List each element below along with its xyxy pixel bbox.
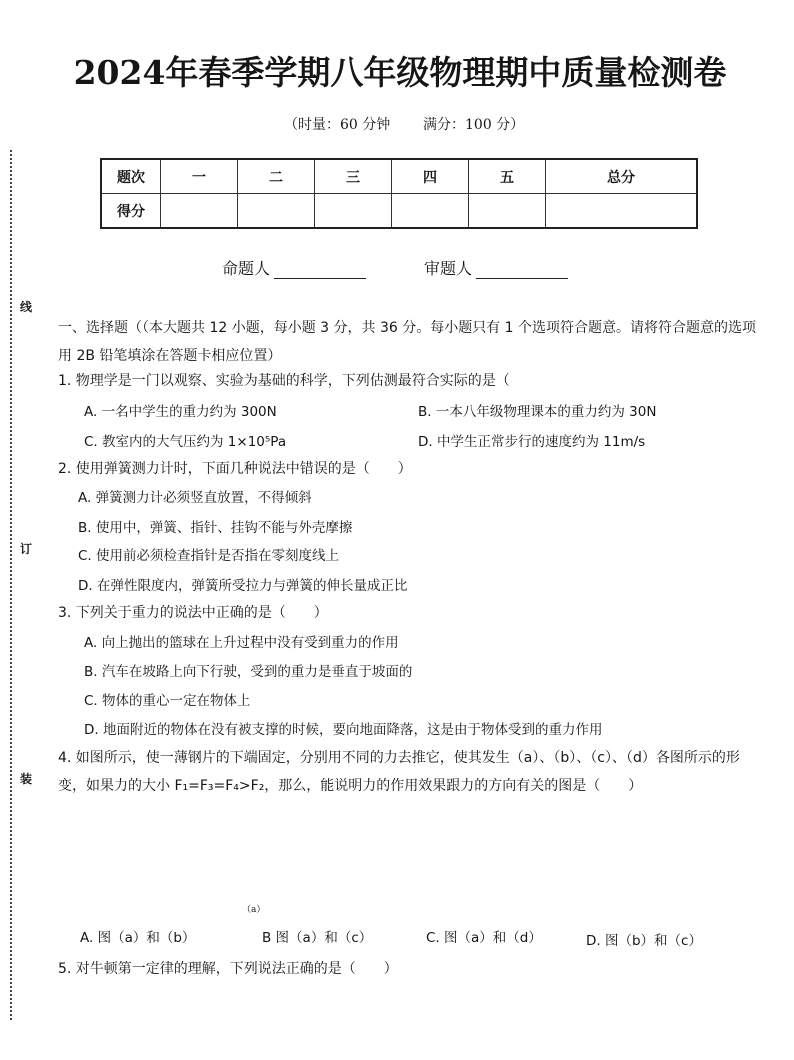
question-4-option-a[interactable]: A. 图（a）和（b） [80,930,196,946]
score-cell[interactable] [392,194,469,229]
score-header-cell: 二 [238,159,315,194]
question-3-stem: 3. 下列关于重力的说法中正确的是（ ） [58,605,328,621]
question-3-option-b[interactable]: B. 汽车在坡路上向下行驶，受到的重力是垂直于坡面的 [84,664,413,680]
author-label: 命题人 [222,259,271,278]
binding-mark-line: 线 [20,300,33,314]
author-signer [222,256,366,279]
score-cell[interactable] [315,194,392,229]
score-table [100,158,698,229]
question-1-option-b[interactable]: B. 一本八年级物理课本的重力约为 30N [418,404,657,420]
score-cell[interactable] [469,194,546,229]
exam-full-score: 满分：100 分） [423,117,525,133]
score-header-cell: 四 [392,159,469,194]
question-4-option-b[interactable]: B 图（a）和（c） [262,930,373,946]
exam-time: （时量：60 分钟 [284,117,391,133]
score-cell[interactable] [238,194,315,229]
author-blank[interactable] [274,262,366,279]
reviewer-signer [424,256,568,279]
score-table-header-row [101,159,697,194]
question-3-option-d[interactable]: D. 地面附近的物体在没有被支撑的时候，要向地面降落，这是由于物体受到的重力作用 [84,722,603,738]
question-1-option-a[interactable]: A. 一名中学生的重力约为 300N [84,404,277,420]
binding-mark-bind: 订 [20,542,33,556]
question-3-option-c[interactable]: C. 物体的重心一定在物体上 [84,693,251,709]
exam-title: 2024年春季学期八年级物理期中质量检测卷 [73,53,727,92]
question-2-option-a[interactable]: A. 弹簧测力计必须竖直放置，不得倾斜 [78,490,312,506]
question-5-stem: 5. 对牛顿第一定律的理解，下列说法正确的是（ ） [58,961,398,977]
question-4-option-c[interactable]: C. 图（a）和（d） [426,930,542,946]
question-4-stem: 4. 如图所示，使一薄钢片的下端固定，分别用不同的力去推它，使其发生（a）、（b）、（c）、（d）各图所示的形变，如果力的大小 F₁=F₃=F₄>F₂，那么，能说明力的作用效果跟力的方向有关的图是（ ） [58,750,740,794]
score-header-cell: 三 [315,159,392,194]
question-2-option-d[interactable]: D. 在弹性限度内，弹簧所受拉力与弹簧的伸长量成正比 [78,578,408,594]
score-cell[interactable] [161,194,238,229]
question-2-option-c[interactable]: C. 使用前必须检查指针是否指在零刻度线上 [78,548,340,564]
question-1-option-d[interactable]: D. 中学生正常步行的速度约为 11m/s [418,434,646,450]
reviewer-label: 审题人 [424,259,473,278]
question-4-option-d[interactable]: D. 图（b）和（c） [586,933,702,949]
question-3-option-a[interactable]: A. 向上抛出的篮球在上升过程中没有受到重力的作用 [84,635,399,651]
question-1-option-c[interactable]: C. 教室内的大气压约为 1×10⁵Pa [84,434,287,450]
binding-mark-stitch: 装 [20,772,33,786]
question-4-figure-label: （a） [242,905,266,915]
score-table-score-row [101,194,697,229]
question-2-option-b[interactable]: B. 使用中，弹簧、指针、挂钩不能与外壳摩擦 [78,520,353,536]
score-header-cell: 总分 [546,159,698,194]
score-cell[interactable] [546,194,698,229]
score-header-cell: 一 [161,159,238,194]
reviewer-blank[interactable] [476,262,568,279]
question-2-stem: 2. 使用弹簧测力计时，下面几种说法中错误的是（ ） [58,461,412,477]
score-header-cell: 五 [469,159,546,194]
binding-dotted-line [10,150,12,1020]
section-1-instructions: 一、选择题（（本大题共 12 小题，每小题 3 分，共 36 分。每小题只有 1 个选项符合题意。请将符合题意的选项用 2B 铅笔填涂在答题卡相应位置） [58,320,757,364]
score-header-cell: 题次 [101,159,161,194]
score-row-label: 得分 [101,194,161,229]
question-1-stem: 1. 物理学是一门以观察、实验为基础的科学，下列估测最符合实际的是（ [58,373,510,389]
